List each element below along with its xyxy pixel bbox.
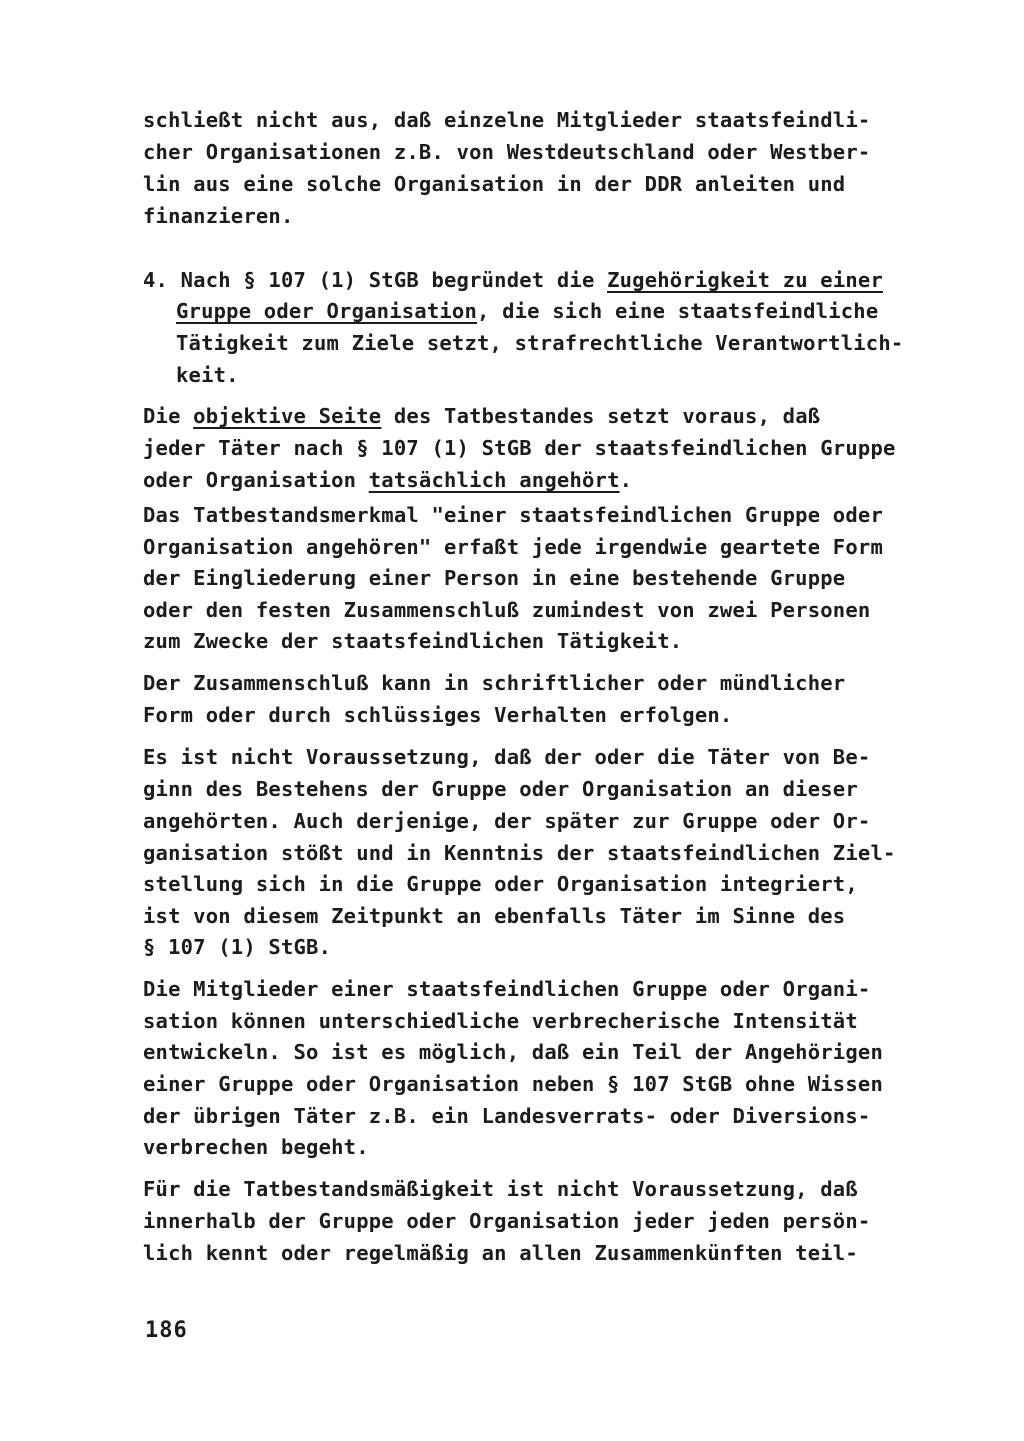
page-number: 186 [145, 1318, 188, 1343]
text-line [143, 628, 682, 654]
text-line [143, 903, 845, 929]
text-line [143, 502, 883, 528]
line-text: oder den festen Zusammenschluß zumindest von zwei Personen [143, 598, 871, 622]
line-text: Der Zusammenschluß kann in schriftlicher oder mündlicher [143, 671, 846, 695]
line-text: zum Zwecke der staatsfeindlichen Tätigkeit. [143, 629, 683, 653]
line-text: § 107 (1) StGB. [143, 935, 332, 959]
line-text: Die Mitglieder einer staatsfeindlichen Gruppe oder Organi- [143, 977, 871, 1001]
text-line [143, 808, 870, 834]
line-text: Das Tatbestandsmerkmal "einer staatsfeindlichen Gruppe oder [143, 503, 883, 527]
text-line [143, 171, 845, 197]
line-text: Tätigkeit zum Ziele setzt, strafrechtliche Verantwortlich- [176, 331, 904, 355]
underlined-text: Gruppe oder Organisation [176, 299, 478, 323]
text-line [143, 597, 870, 623]
text-line [176, 298, 878, 324]
line-text: einer Gruppe oder Organisation neben § 107 StGB ohne Wissen [143, 1072, 883, 1096]
line-text: innerhalb der Gruppe oder Organisation jeder jeden persön- [143, 1209, 871, 1233]
text-line [143, 534, 883, 560]
line-text: . [619, 468, 633, 492]
line-text: Für die Tatbestandsmäßigkeit ist nicht Voraussetzung, daß [143, 1177, 858, 1201]
text-line [143, 871, 858, 897]
line-text: finanzieren. [143, 204, 294, 228]
line-text: oder Organisation [143, 468, 369, 492]
text-line [143, 934, 331, 960]
text-line [143, 1008, 858, 1034]
text-line [143, 1240, 858, 1266]
line-text: keit. [176, 363, 239, 387]
line-text: ginn des Bestehens der Gruppe oder Organisation an dieser [143, 777, 858, 801]
text-line [143, 1208, 870, 1234]
line-text: der Eingliederung einer Person in eine bestehende Gruppe [143, 566, 846, 590]
line-text: des Tatbestandes setzt voraus, daß [381, 404, 821, 428]
text-line [143, 267, 883, 293]
line-text: cher Organisationen z.B. von Westdeutschland oder Westber- [143, 140, 871, 164]
line-text: der übrigen Täter z.B. ein Landesverrats- oder Diversions- [143, 1104, 871, 1128]
text-line [143, 1176, 858, 1202]
underlined-text: objektive Seite [193, 404, 382, 428]
line-text: schließt nicht aus, daß einzelne Mitglieder staatsfeindli- [143, 108, 871, 132]
text-line [176, 362, 239, 388]
text-line [143, 702, 732, 728]
text-line [176, 330, 903, 356]
text-line [143, 565, 845, 591]
line-text: Form oder durch schlüssiges Verhalten erfolgen. [143, 703, 733, 727]
text-line [143, 670, 845, 696]
underlined-text: tatsächlich angehört [368, 468, 620, 492]
text-line [143, 1071, 883, 1097]
line-text: Es ist nicht Voraussetzung, daß der oder die Täter von Be- [143, 745, 871, 769]
text-line [143, 107, 870, 133]
text-line [143, 435, 896, 461]
text-line [143, 467, 632, 493]
text-line [143, 1134, 369, 1160]
text-line [143, 203, 294, 229]
text-line [143, 744, 870, 770]
line-text: ganisation stößt und in Kenntnis der staatsfeindlichen Ziel- [143, 841, 896, 865]
text-line [143, 976, 870, 1002]
text-line [143, 403, 820, 429]
text-line [143, 139, 870, 165]
line-text: lin aus eine solche Organisation in der DDR anleiten und [143, 172, 846, 196]
line-text: verbrechen begeht. [143, 1135, 369, 1159]
line-text: sation können unterschiedliche verbrecherische Intensität [143, 1009, 858, 1033]
line-text: jeder Täter nach § 107 (1) StGB der staatsfeindlichen Gruppe [143, 436, 896, 460]
line-text: stellung sich in die Gruppe oder Organisation integriert, [143, 872, 858, 896]
text-line [143, 1103, 870, 1129]
line-text: Organisation angehören" erfaßt jede irgendwie geartete Form [143, 535, 883, 559]
line-text: lich kennt oder regelmäßig an allen Zusammenkünften teil- [143, 1241, 858, 1265]
text-line [143, 776, 858, 802]
line-text: 4. Nach § 107 (1) StGB begründet die [143, 268, 608, 292]
line-text: angehörten. Auch derjenige, der später zur Gruppe oder Or- [143, 809, 871, 833]
line-text: , die sich eine staatsfeindliche [477, 299, 879, 323]
underlined-text: Zugehörigkeit zu einer [607, 268, 883, 292]
line-text: entwickeln. So ist es möglich, daß ein Teil der Angehörigen [143, 1040, 883, 1064]
line-text: Die [143, 404, 194, 428]
text-line [143, 840, 896, 866]
line-text: ist von diesem Zeitpunkt an ebenfalls Täter im Sinne des [143, 904, 846, 928]
text-line [143, 1039, 883, 1065]
